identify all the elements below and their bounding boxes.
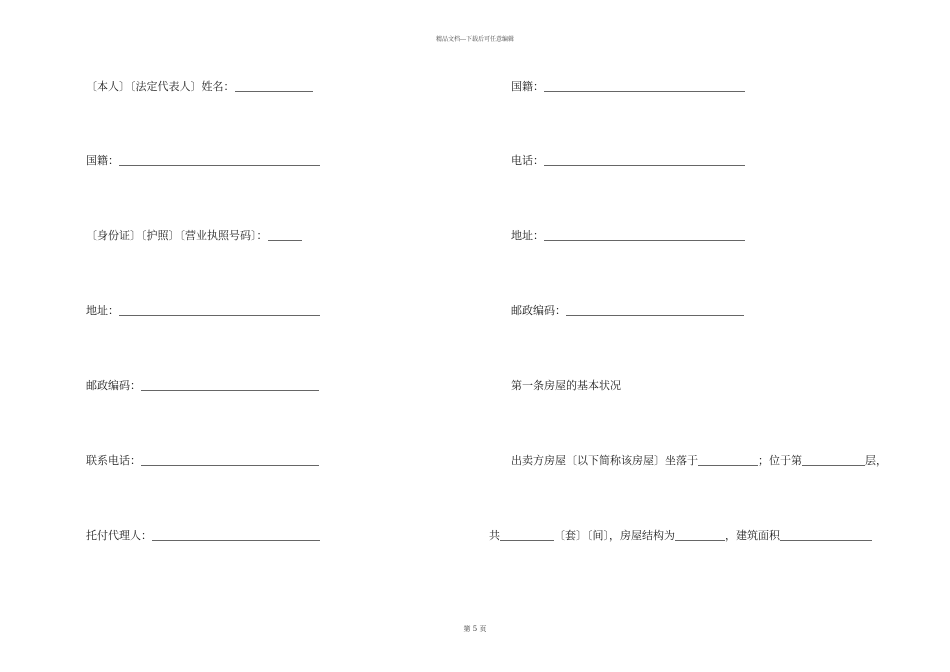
right-postal-code-blank[interactable]	[566, 304, 744, 316]
right-postal-code-field	[511, 304, 744, 318]
page-header: 精品文档---下载后可任意编辑	[435, 36, 515, 43]
location-blank[interactable]	[698, 454, 758, 466]
right-phone-blank[interactable]	[544, 154, 745, 166]
floor-area-blank[interactable]	[780, 529, 872, 541]
structure-blank[interactable]	[675, 529, 725, 541]
right-address-field	[511, 229, 745, 243]
right-address-blank[interactable]	[544, 229, 745, 241]
right-nationality-label: 国籍：	[511, 80, 544, 93]
clause-line-2	[489, 529, 872, 543]
section-title-text: 第一条房屋的基本状况	[511, 379, 621, 392]
id-number-label: 〔身份证〕〔护照〕〔营业执照号码〕：	[86, 229, 268, 242]
agent-label: 托付代理人：	[86, 529, 152, 542]
right-phone-label: 电话：	[511, 154, 544, 167]
address-field	[86, 304, 320, 318]
name-field	[86, 80, 313, 94]
clause-1-part-2: ；位于第	[758, 454, 802, 467]
contact-phone-blank[interactable]	[141, 454, 319, 466]
id-number-field	[86, 229, 302, 243]
name-blank[interactable]	[235, 80, 313, 92]
clause-2-part-2: 〔套〕〔间〕，房屋结构为	[554, 529, 675, 542]
right-postal-code-label: 邮政编码：	[511, 304, 566, 317]
agent-blank[interactable]	[152, 529, 320, 541]
section-title	[511, 379, 621, 393]
clause-2-part-1: 共	[489, 529, 500, 542]
nationality-label: 国籍：	[86, 154, 119, 167]
contact-phone-field	[86, 454, 319, 468]
clause-line-1	[511, 454, 887, 468]
clause-2-part-3: ，建筑面积	[725, 529, 780, 542]
postal-code-field	[86, 379, 319, 393]
nationality-blank[interactable]	[119, 154, 320, 166]
agent-field	[86, 529, 320, 543]
right-nationality-blank[interactable]	[544, 80, 745, 92]
postal-code-label: 邮政编码：	[86, 379, 141, 392]
address-blank[interactable]	[119, 304, 320, 316]
clause-1-part-1: 出卖方房屋〔以下简称该房屋〕坐落于	[511, 454, 698, 467]
name-label: 〔本人〕〔法定代表人〕姓名：	[86, 80, 235, 93]
nationality-field	[86, 154, 320, 168]
floor-blank[interactable]	[802, 454, 865, 466]
unit-count-blank[interactable]	[500, 529, 554, 541]
contact-phone-label: 联系电话：	[86, 454, 141, 467]
page-number: 第 5 页	[463, 625, 487, 633]
id-number-blank[interactable]	[268, 229, 302, 241]
right-phone-field	[511, 154, 745, 168]
right-address-label: 地址：	[511, 229, 544, 242]
postal-code-blank[interactable]	[141, 379, 319, 391]
clause-1-part-3: 层，	[865, 454, 887, 467]
address-label: 地址：	[86, 304, 119, 317]
right-nationality-field	[511, 80, 745, 94]
